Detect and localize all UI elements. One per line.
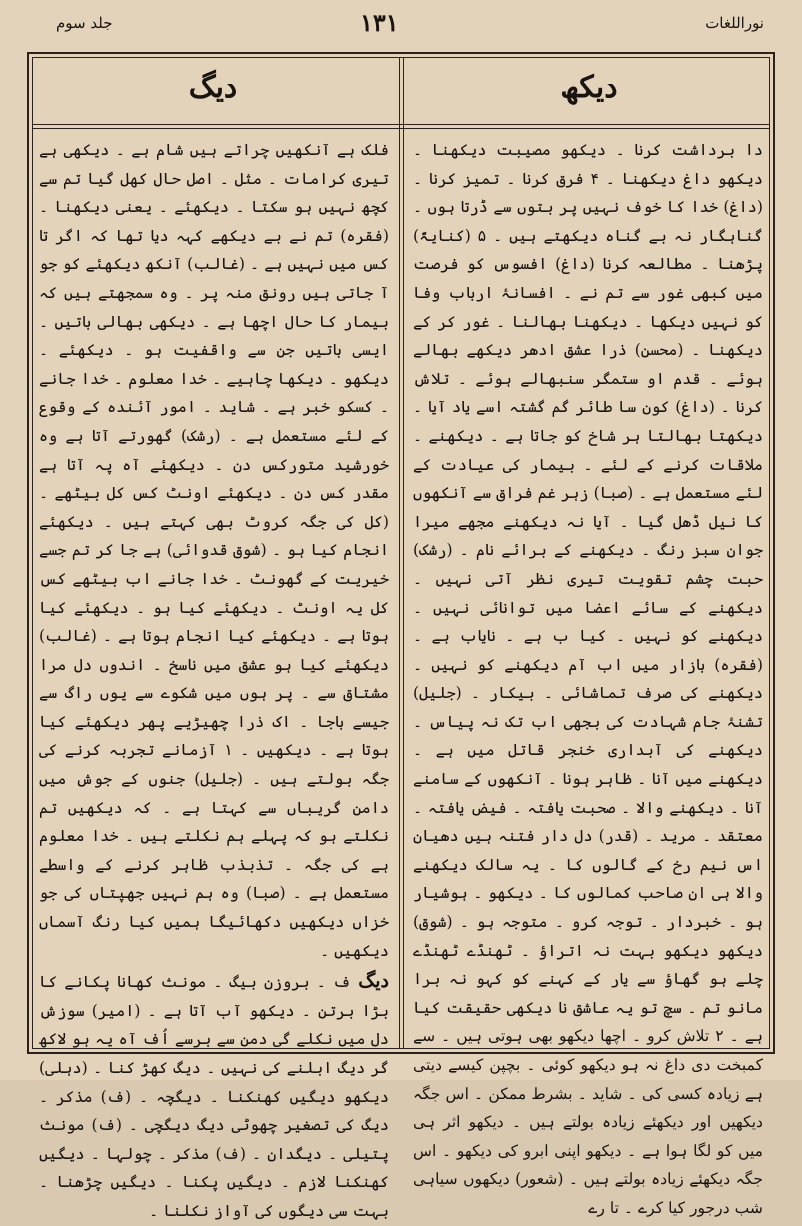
left-column-text: فلک ہے آنکھیں چراتے ہیں شام ہے ۔ دیکھی ہے تیری کرامات ۔ مثل ۔ اصل حال کھل گیا تم سے کچھ نہیں ہو سکتا ۔ دیکھئے ۔ یعنی دیکھنا ۔ (فقرہ) تم نے بے دیکھے کہہ دیا تھا کہ اگر تا کس میں نہیں ہے ۔ (غالب) آنکھ دیکھئے کو جو آ جاتی ہیں رونق منہ پر ۔ وہ سمجھتے ہیں کہ بیمار کا حال اچھا ہے ۔ دیکھی بھالی باتیں ۔ ایسی باتیں جن سے واقفیت ہو ۔ دیکھئے ۔ دیکھو ۔ دیکھا چاہیے ۔ خدا معلوم ۔ خدا جانے ۔ کسکو خبر ہے ۔ شاید ۔ امور آئندہ کے وقوع کے لئے مستعمل ہے ۔ (رشک) گھورتے آتا ہے وہ خورشید متورکس دن ۔ دیکھئے آہ پہ آتا ہے مقدر کس دن ۔ دیکھئے اونٹ کس کل بیٹھے ۔ (کل کی جگہ کروٹ بھی کہتے ہیں ۔ دیکھئے انجام کیا ہو ۔ (شوق قدوائی) ہے جا کر تم جسے خیریت کے گھونٹ ۔ خدا جانے اب بیٹھے کس کل یہ اونٹ ۔ دیکھئے کیا ہو ۔ دیکھئے کیا ہوتا ہے ۔ دیکھئے کیا انجام ہوتا ہے ۔ (غالب) دیکھئے کیا ہو عشق میں ناسخ ۔ اندوں دل مرا مشتاق سے ۔ پر ہوں میں شکوے سے یوں راگ سے جیسے باجا ۔ اک ذرا چھیڑیے پھر دیکھئے کیا ہوتا ہے ۔ دیکھیں ۔ ۱ آزمانے تجربہ کرنے کی جگہ بولتے ہیں ۔ (جلیل) جنوں کے جوش میں دامن گریباں سے کہتا ہے ۔ کہ دیکھیں تم نکلتے ہو کہ پہلے ہم نکلتے ہیں ۔ خدا معلوم ہے کی جگہ ۔ تذبذب ظاہر کرنے کے واسطے مستعمل ہے ۔ (صبا) وہ ہم نہیں جھپتاں کی جو خزاں دیکھیں دکھائیگا ہمیں کیا رنگ آسماں دیکھیں ۔ bbox=[39, 141, 389, 960]
right-column-heading: دیکھ bbox=[560, 70, 618, 105]
heading-rule bbox=[33, 124, 769, 129]
entry-definition: ف ۔ بروزن بیگ ۔ مونث کھانا پکانے کا بڑا برتن ۔ دیکھو آب آتا ہے ۔ (امیر) سوزش دل میں نکلے گی دمن سے برسے اُف آہ یہ ہو لاکھ گر دیگ ابلنے کی نہیں ۔ دیگ کھڑ کنا ۔ (دہلی) دیکھو دیگیں کھنکنا ۔ دیگچہ ۔ (ف) مذکر ۔ دیگ کی تصغیر چھوٹی دیگ دیگچی ۔ (ف) مونث پتیلی ۔ دیگدان ۔ (ف) مذکر ۔ چولہا ۔ دیگیں کھنکنا لازم ۔ دیگیں پکنا ۔ دیگیں چڑھنا ۔ بہت سی دیگوں کی آواز نکلنا ۔ bbox=[39, 973, 389, 1220]
entry-title: دیگ bbox=[358, 970, 389, 993]
volume-label: جلد سوم bbox=[56, 14, 113, 32]
left-column-heading: دیگ bbox=[188, 70, 238, 105]
column-divider bbox=[399, 58, 404, 1048]
entry-deg bbox=[39, 967, 389, 1225]
right-column bbox=[413, 136, 764, 1217]
left-column bbox=[39, 136, 389, 1220]
page-frame-inner bbox=[32, 57, 770, 1220]
running-head bbox=[0, 6, 802, 42]
page-frame bbox=[27, 52, 775, 1220]
right-column-text: دا برداشت کرنا ۔ دیکھو مصیبت دیکھنا ۔ دیکھو داغ دیکھنا ۔ ۴ فرق کرنا ۔ تمیز کرنا ۔ (داغ) خدا کا خوف نہیں پر بتوں سے ڈرتا ہوں ۔ گناہگار نہ بے گناہ دیکھتے ہیں ۔ ۵ (کنایۃً) پڑھنا ۔ مطالعہ کرنا (داغ) افسوس کو فرصت میں کبھی غور سے تم نے ۔ افسانۂ ارباب وفا کو نہیں دیکھا ۔ دیکھنا بھالنا ۔ غور کر کے دیکھنا ۔ (محسن) ذرا عشق ادھر دیکھے بھالے ہوئے ۔ قدم او ستمگر سنبھالے ہوئے ۔ تلاش کرنا ۔ (داغ) کون سا طائر گم گشتہ اسے یاد آیا ۔ دیکھتا بھالتا ہر شاخ کو جاتا ہے ۔ دیکھنے ۔ ملاقات کرنے کے لئے ۔ بیمار کی عیادت کے لئے مستعمل ہے ۔ (صبا) زہر غم فراق سے آنکھوں کا نیل ڈھل گیا ۔ آیا نہ دیکھنے مجھے میرا جوان سبز رنگ ۔ دیکھنے کے برائے نام ۔ (رشک) حبت چشم تقویت تیری نظر آتی نہیں ۔ دیکھنے کے سائے اعضا میں توانائی نہیں ۔ دیکھنے کو نہیں ۔ کیا ب ہے ۔ نایاب ہے ۔ (فقرہ) بازار میں اب آم دیکھنے کو نہیں ۔ دیکھنے کی صرف تماشائی ۔ بیکار ۔ (جلیل) تشنۂ جام شہادت کی بجھی اب تک نہ پیاس ۔ دیکھنے کی آبداری خنجر قاتل میں ہے ۔ دیکھنے میں آنا ۔ ظاہر ہونا ۔ آنکھوں کے سامنے آنا ۔ دیکھنے والا ۔ صحبت یافتہ ۔ فیض یافتہ ۔ معتقد ۔ مرید ۔ (قدر) دل دار فتنہ ہیں دھیان اس نیم رخ کے گالوں کا ۔ یہ سالک دیکھنے والا ہی ان صاحب کمالوں کا ۔ دیکھو ۔ ہوشیار ہو ۔ خبردار ۔ توجہ کرو ۔ متوجہ ہو ۔ (شوق) دیکھو دیکھو بہت نہ اتراؤ ۔ ٹھنڈے ٹھنڈے چلے ہو گھاؤ سے یار کے کہنے کو کہو نہ برا مانو تم ۔ سچ تو یہ عاشق نا دیکھی حقیقت کیا ہے ۔ ۲ تلاش کرو ۔ اچھا دیکھو بھی ہوتی ہیں ۔ سے کمبخت دی داغ نہ ہو دیکھو کوئی ۔ بچپن کیسے دیتی ہے زیادہ کسی کی ۔ شاید ۔ بشرط ممکن ۔ اس جگہ دیکھیں اور دیکھئے زیادہ بولتے ہیں ۔ دیکھو اثر ہی میں کو لگا ہوا ہے ۔ دیکھو اپنی ابرو کی دیکھو ۔ اس جگہ دیکھئے زیادہ بولتے ہیں ۔ (شعور) دیکھوں سیاہی شب درجور کیا کرے ۔ تا رے bbox=[413, 141, 764, 1217]
book-title: نوراللغات bbox=[705, 14, 764, 32]
page-number: ۱۳۱ bbox=[360, 8, 399, 37]
